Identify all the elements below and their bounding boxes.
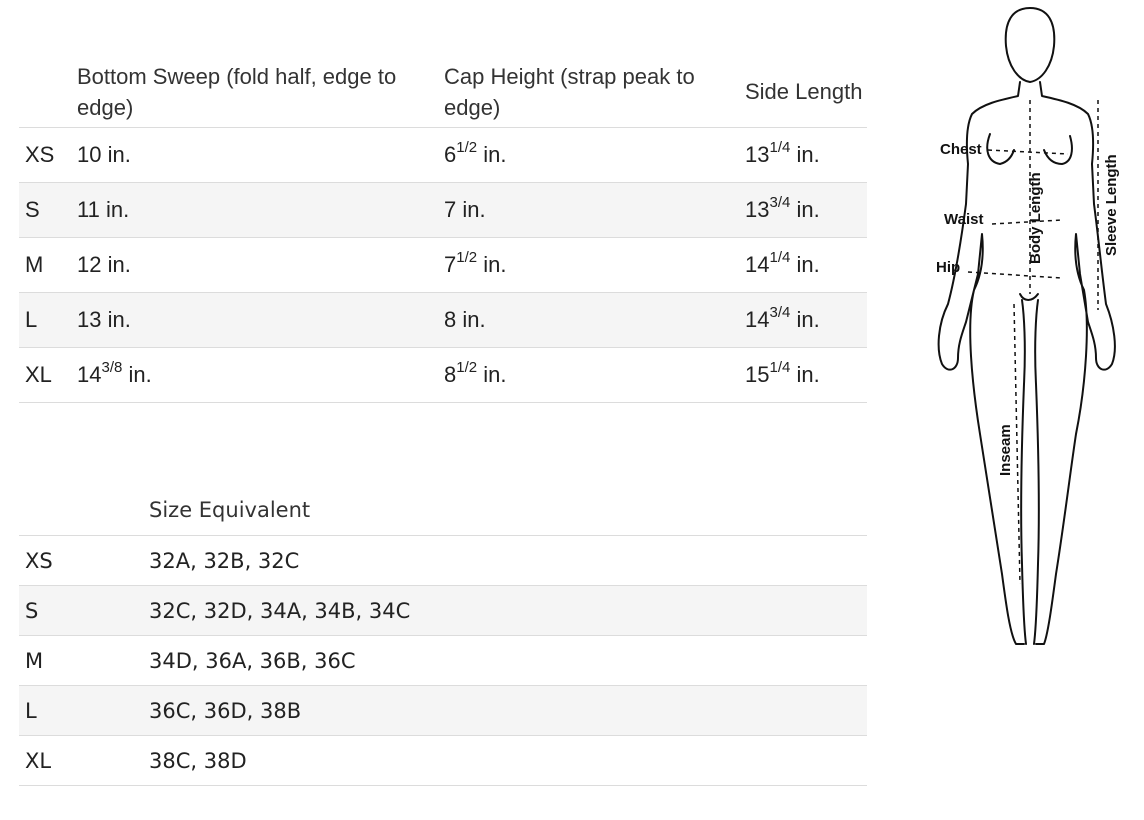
value-unit: in. xyxy=(477,142,507,167)
cap-height-cell xyxy=(444,128,745,183)
equivalent-header-row xyxy=(19,485,867,536)
value-whole: 15 xyxy=(745,362,770,387)
sleeve-length-label: Sleeve Length xyxy=(1103,154,1120,256)
table-row xyxy=(19,686,867,736)
value-unit: in. xyxy=(790,197,820,222)
value-fraction: 1/2 xyxy=(456,248,478,266)
size-cell: M xyxy=(25,648,44,673)
value-whole: 10 xyxy=(77,142,102,167)
value-unit: in. xyxy=(101,307,131,332)
waist-label: Waist xyxy=(944,211,984,228)
size-equivalent-cell: 32A, 32B, 32C xyxy=(149,548,300,573)
inseam-line xyxy=(1014,304,1020,584)
value-unit: in. xyxy=(456,307,486,332)
value-unit: in. xyxy=(790,252,820,277)
value-unit: in. xyxy=(99,197,130,222)
figure-outline-left xyxy=(939,82,1024,644)
table-row xyxy=(19,293,867,348)
value-unit: in. xyxy=(122,362,152,387)
size-equivalent-cell: 38C, 38D xyxy=(149,748,247,773)
table-row xyxy=(19,586,867,636)
size-cell: XL xyxy=(25,362,52,387)
side-length-cell xyxy=(745,183,867,238)
cap-height-cell xyxy=(444,293,745,348)
value-unit: in. xyxy=(101,252,131,277)
body-length-label: Body Length xyxy=(1027,172,1044,264)
cap-height-cell xyxy=(444,183,745,238)
hip-label: Hip xyxy=(936,259,961,276)
side-length-cell xyxy=(745,238,867,293)
value-whole: 14 xyxy=(745,307,770,332)
bottom-sweep-cell xyxy=(77,183,444,238)
size-cell: L xyxy=(25,307,38,332)
header-cap-height: Cap Height (strap peak to edge) xyxy=(444,63,695,120)
side-length-cell xyxy=(745,128,867,183)
header-size xyxy=(19,56,77,128)
cap-height-cell xyxy=(444,238,745,293)
table-row xyxy=(19,736,867,786)
table-row xyxy=(19,238,867,293)
value-fraction: 1/4 xyxy=(769,358,791,376)
size-cell: M xyxy=(25,252,44,277)
size-cell: S xyxy=(25,197,40,222)
figure-crotch xyxy=(1020,294,1038,300)
size-cell: L xyxy=(25,698,37,723)
table-row xyxy=(19,128,867,183)
inseam-label: Inseam xyxy=(997,424,1014,476)
table-row xyxy=(19,636,867,686)
bottom-sweep-cell xyxy=(77,293,444,348)
measurements-table xyxy=(19,56,867,403)
size-cell: S xyxy=(25,598,39,623)
value-whole: 6 xyxy=(444,142,457,167)
value-whole: 12 xyxy=(77,252,102,277)
value-unit: in. xyxy=(456,197,486,222)
measurements-body xyxy=(19,128,867,403)
header-bottom-sweep: Bottom Sweep (fold half, edge to edge) xyxy=(77,63,397,120)
hip-line xyxy=(968,272,1062,278)
value-whole: 7 xyxy=(444,252,457,277)
value-fraction: 1/4 xyxy=(769,138,791,156)
header-size-equivalent: Size Equivalent xyxy=(149,498,311,522)
size-cell: XL xyxy=(25,748,52,773)
value-unit: in. xyxy=(790,142,820,167)
figure-inner-legs xyxy=(1021,300,1039,644)
value-unit: in. xyxy=(101,142,131,167)
value-fraction: 3/4 xyxy=(769,193,791,211)
equivalents-body xyxy=(19,536,867,786)
value-whole: 13 xyxy=(745,197,770,222)
side-length-cell xyxy=(745,293,867,348)
figure-head xyxy=(1006,8,1055,82)
table-row xyxy=(19,183,867,238)
value-fraction: 1/2 xyxy=(456,138,478,156)
value-whole: 11 xyxy=(77,197,100,222)
value-unit: in. xyxy=(477,252,507,277)
bottom-sweep-cell xyxy=(77,238,444,293)
table-row xyxy=(19,348,867,403)
size-equivalent-cell: 34D, 36A, 36B, 36C xyxy=(149,648,356,673)
size-equivalent-cell: 32C, 32D, 34A, 34B, 34C xyxy=(149,598,411,623)
size-equivalent-table xyxy=(19,485,867,786)
value-fraction: 3/4 xyxy=(769,303,791,321)
measurements-header-row xyxy=(19,56,867,128)
value-whole: 13 xyxy=(77,307,102,332)
value-whole: 8 xyxy=(444,362,457,387)
bottom-sweep-cell xyxy=(77,348,444,403)
value-fraction: 3/8 xyxy=(101,358,123,376)
value-unit: in. xyxy=(790,307,820,332)
size-cell: XS xyxy=(25,142,55,167)
cap-height-cell xyxy=(444,348,745,403)
header-side-length: Side Length xyxy=(745,79,863,104)
table-row xyxy=(19,536,867,586)
side-length-cell xyxy=(745,348,867,403)
value-whole: 8 xyxy=(444,307,457,332)
value-fraction: 1/2 xyxy=(456,358,478,376)
value-whole: 14 xyxy=(745,252,770,277)
size-cell: XS xyxy=(25,548,53,573)
body-measurement-figure xyxy=(928,4,1128,650)
header-size xyxy=(19,485,149,536)
value-whole: 13 xyxy=(745,142,770,167)
value-whole: 14 xyxy=(77,362,102,387)
chest-label: Chest xyxy=(940,141,982,158)
bottom-sweep-cell xyxy=(77,128,444,183)
value-unit: in. xyxy=(477,362,507,387)
chest-line xyxy=(988,150,1068,154)
value-fraction: 1/4 xyxy=(769,248,791,266)
value-unit: in. xyxy=(790,362,820,387)
value-whole: 7 xyxy=(444,197,457,222)
size-equivalent-cell: 36C, 36D, 38B xyxy=(149,698,302,723)
